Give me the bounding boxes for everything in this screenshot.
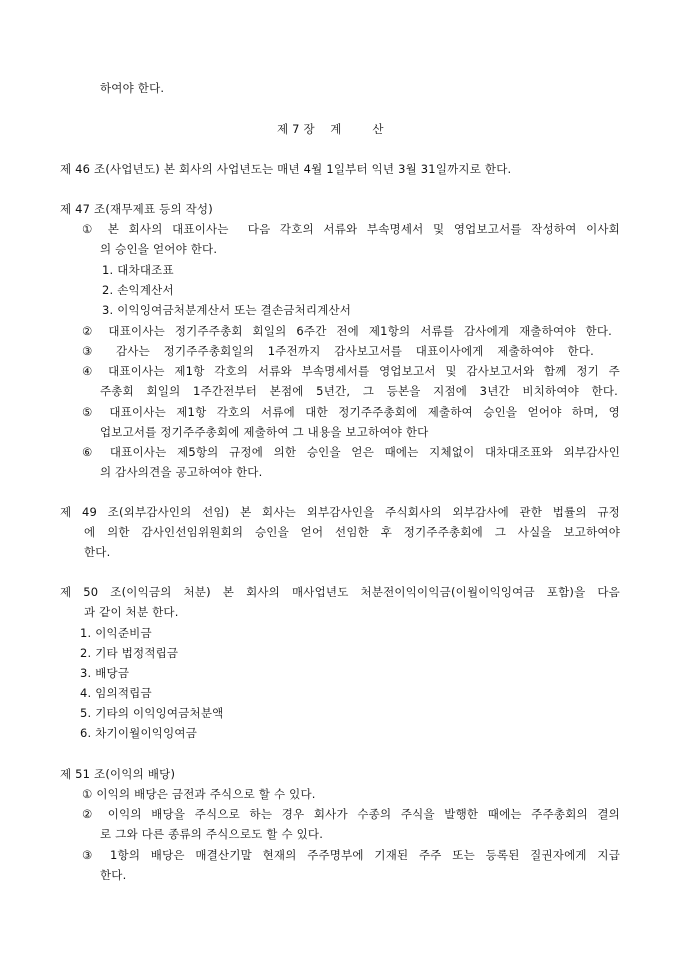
article-50-sub-3: 3. 배당금: [80, 666, 130, 680]
article-50-sub-5: 5. 기타의 이익잉여금처분액: [80, 706, 224, 720]
article-47-item-5: ⑤ 대표이사는 제1항 각호의 서류에 대한 정기주주총회에 제출하여 승인을 얻어야 하며, 영: [82, 405, 620, 419]
article-47-item-4-cont: 주총회 회일의 1주간전부터 본점에 5년간, 그 등본을 지점에 3년간 비치하여야 한다.: [100, 384, 618, 398]
article-47-item-6-cont: 의 감사의견을 공고하여야 한다.: [100, 465, 263, 479]
continuation-line: 하여야 한다.: [100, 81, 165, 95]
chapter-heading: 제 7 장 계 산: [277, 122, 384, 136]
article-47-item-4: ④ 대표이사는 제1항 각호의 서류와 부속명세서를 영업보고서 및 감사보고서와 함께 정기 주: [82, 364, 620, 378]
article-46: 제 46 조(사업년도) 본 회사의 사업년도는 매년 4월 1일부터 익년 3월 31일까지로 한다.: [60, 162, 512, 176]
article-47-item-3: ③ 감사는 정기주주총회일의 1주전까지 감사보고서를 대표이사에게 제출하여야 한다.: [82, 344, 594, 358]
article-47-sub-1: 1. 대차대조표: [102, 263, 174, 277]
article-47-sub-3: 3. 이익잉여금처분계산서 또는 결손금처리계산서: [102, 303, 352, 317]
article-50-sub-6: 6. 차기이월이익잉여금: [80, 726, 198, 740]
article-47-item-1: ① 본 회사의 대표이사는 다음 각호의 서류와 부속명세서 및 영업보고서를 작성하여 이사회: [82, 222, 620, 236]
article-50-sub-2: 2. 기타 법정적립금: [80, 646, 179, 660]
article-47-item-2: ② 대표이사는 정기주주총회 회일의 6주간 전에 제1항의 서류를 감사에게 재출하여야 한다.: [82, 324, 612, 338]
article-47-item-1-cont: 의 승인을 얻어야 한다.: [100, 242, 218, 256]
article-49: 제 49 조(외부감사인의 선임) 본 회사는 외부감사인을 주식회사의 외부감사에 관한 법률의 규정: [60, 505, 620, 519]
article-47-item-5-cont: 업보고서를 정기주주총회에 제출하여 그 내용을 보고하여야 한다: [100, 425, 429, 439]
article-51-item-3-cont: 한다.: [100, 868, 127, 882]
article-50-sub-1: 1. 이익준비금: [80, 626, 152, 640]
article-50-sub-4: 4. 임의적립금: [80, 686, 152, 700]
article-47-title: 제 47 조(재무제표 등의 작성): [60, 202, 213, 216]
article-49-cont-2: 한다.: [84, 545, 111, 559]
article-51-item-1: ① 이익의 배당은 금전과 주식으로 할 수 있다.: [82, 787, 316, 801]
article-49-cont-1: 에 의한 감사인선임위원회의 승인을 얻어 선임한 후 정기주주총회에 그 사실을 보고하여야: [84, 525, 620, 539]
article-50-cont: 과 같이 처분 한다.: [84, 605, 179, 619]
article-51-item-3: ③ 1항의 배당은 매결산기말 현재의 주주명부에 기재된 주주 또는 등록된 질권자에게 지급: [82, 848, 620, 862]
article-51-item-2-cont: 로 그와 다른 종류의 주식으로도 할 수 있다.: [100, 827, 324, 841]
article-47-sub-2: 2. 손익계산서: [102, 283, 174, 297]
article-51-item-2: ② 이익의 배당을 주식으로 하는 경우 회사가 수종의 주식을 발행한 때에는 주주총회의 결의: [82, 807, 620, 821]
article-50: 제 50 조(이익금의 처분) 본 회사의 매사업년도 처분전이익이익금(이월이익잉여금 포함)을 다음: [60, 585, 620, 599]
article-47-item-6: ⑥ 대표이사는 제5항의 규정에 의한 승인을 얻은 때에는 지체없이 대차대조표와 외부감사인: [82, 445, 620, 459]
article-51-title: 제 51 조(이익의 배당): [60, 767, 176, 781]
